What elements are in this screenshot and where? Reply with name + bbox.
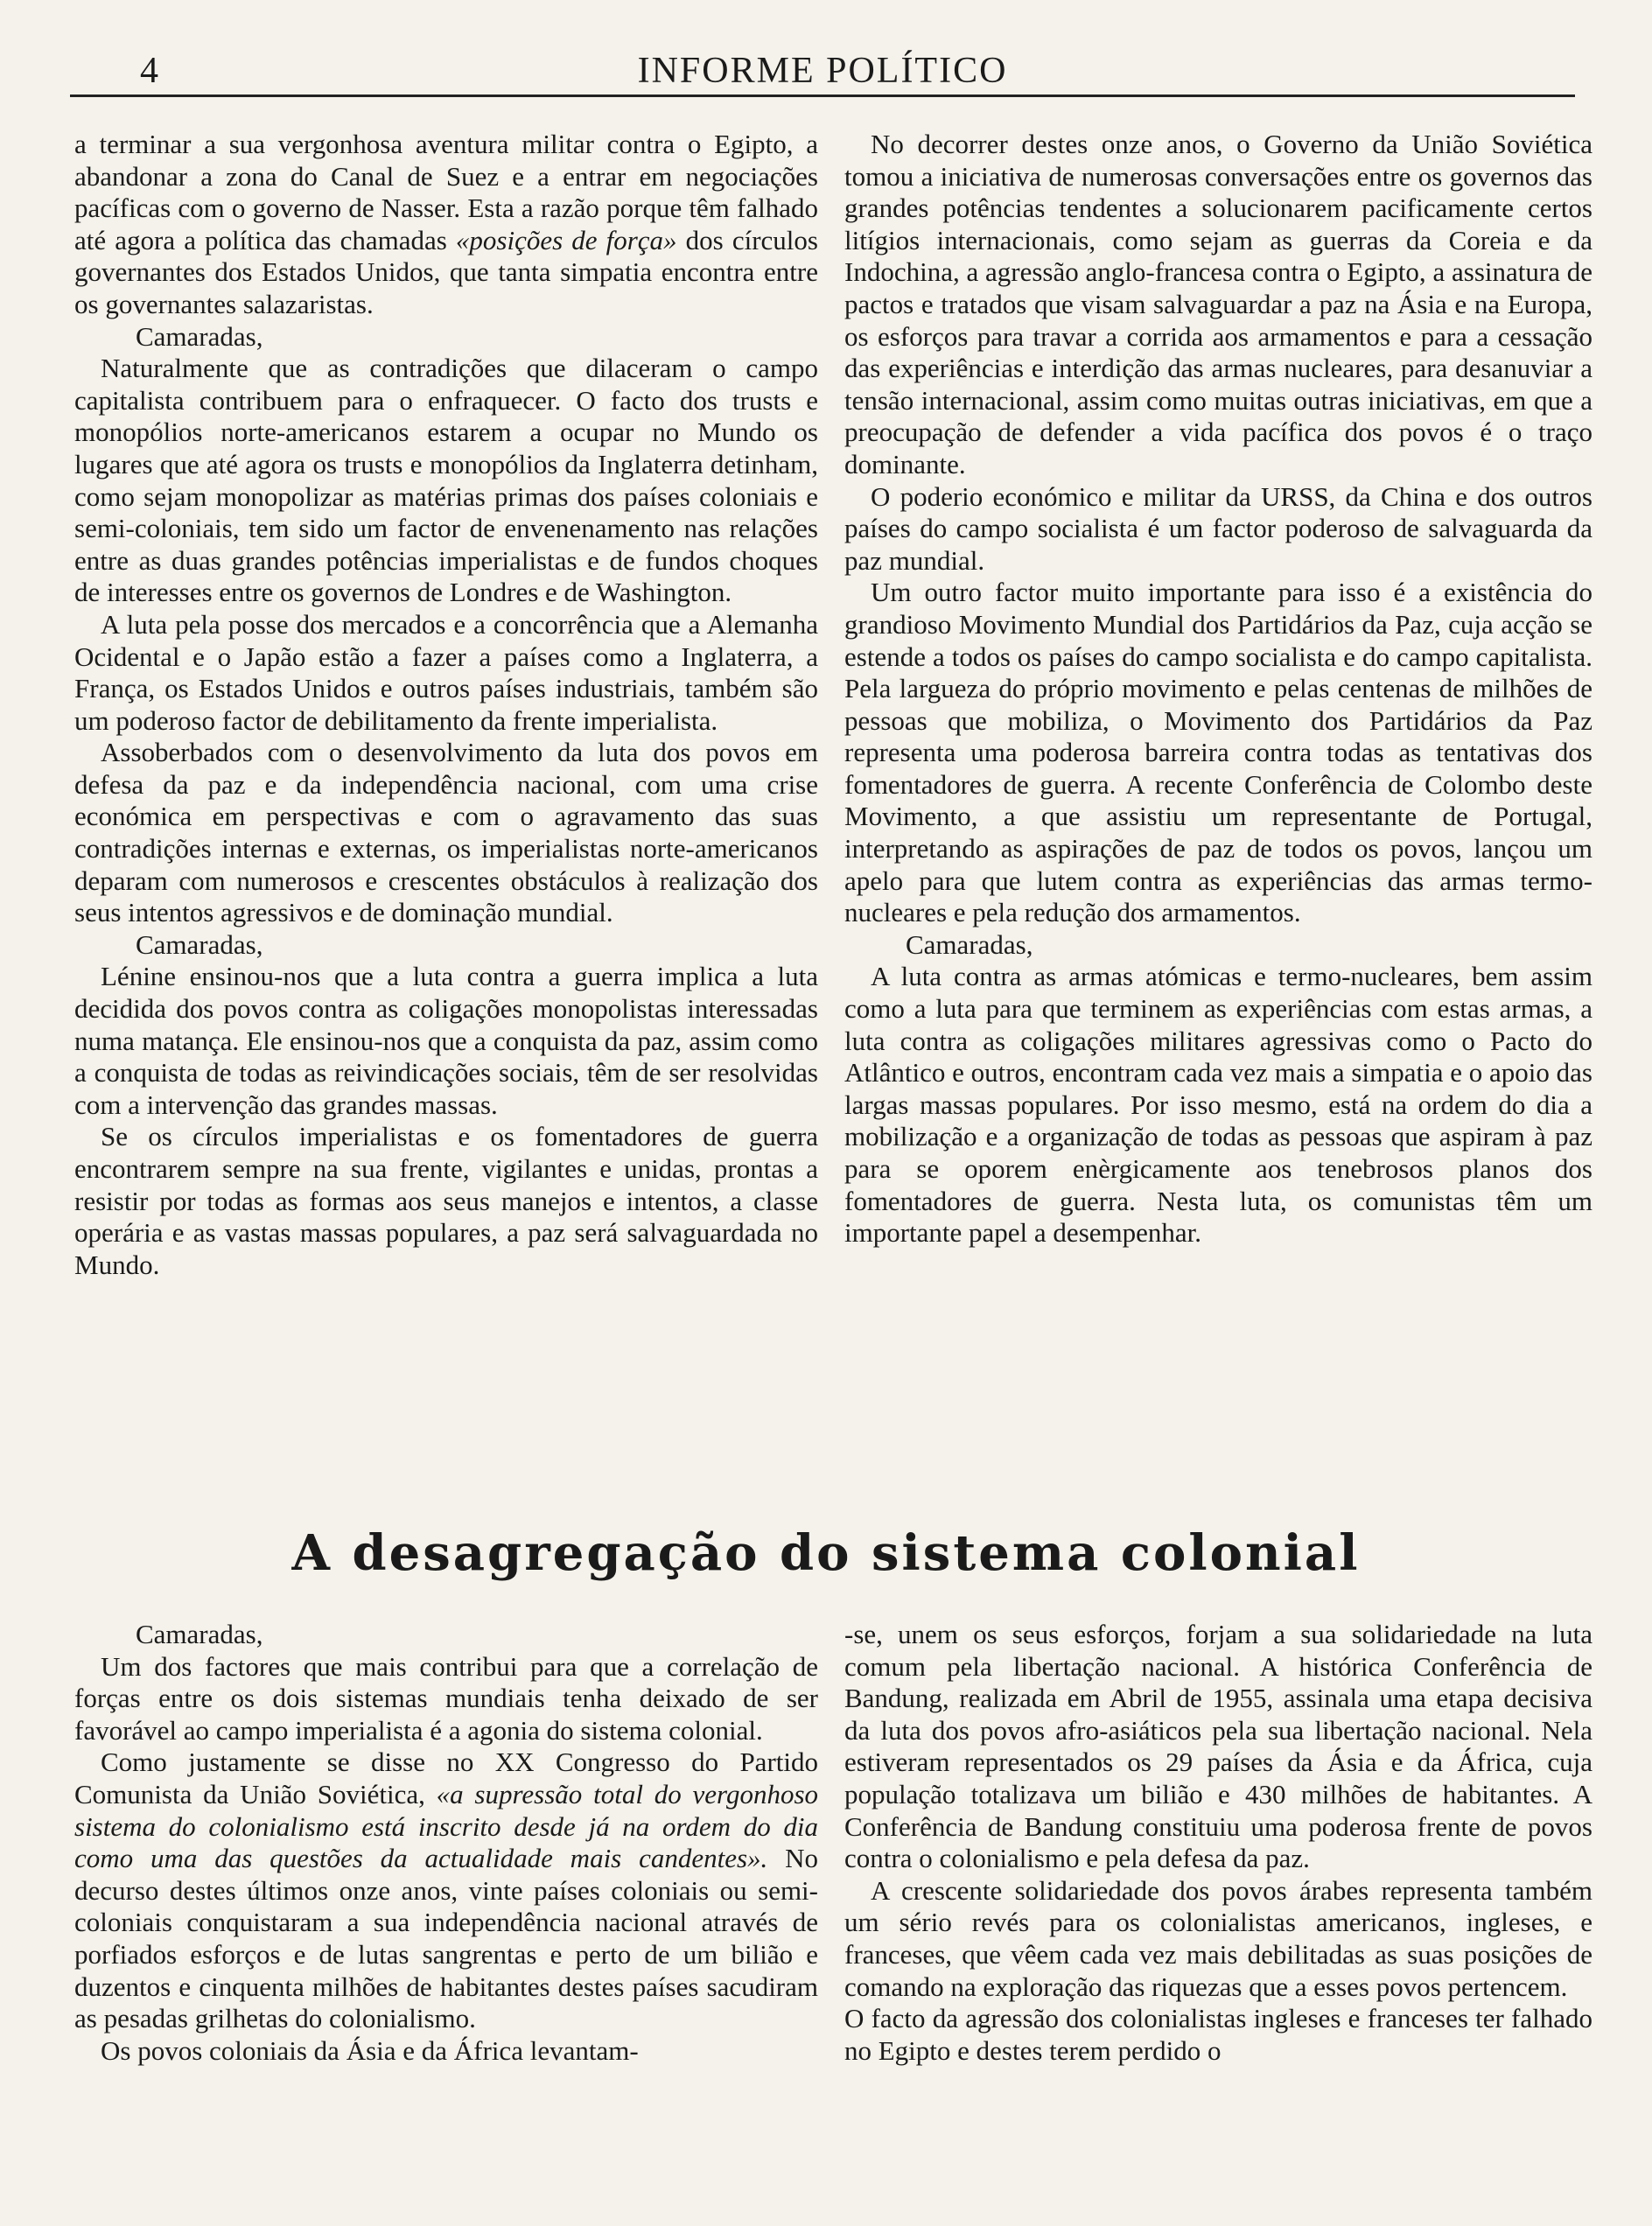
salutation: Camaradas,: [136, 928, 263, 960]
column-top-left: [74, 129, 818, 1281]
page-header: [70, 44, 1575, 98]
paragraph: Um outro factor muito importante para isso é a existência do grandioso Movimento Mundial dos Partidários da Paz, cuja acção se estende a todos os países do campo socialista e do campo capitalista. Pela largueza do próprio movimento e pelas centenas de milhões de pessoas que mobiliza, o Movimento dos Partidários da Paz representa uma poderosa barreira contra todas as tentativas dos fomentadores de guerra. A recente Conferência de Colombo deste Movimento, a que assistiu um representante de Portugal, interpretando as aspirações de paz de todos os povos, lançou um apelo para que lutem contra as experiências das armas termo-nucleares e pela redução dos armamentos.: [844, 577, 1592, 928]
paragraph: [74, 129, 818, 321]
section-title: A desagregação do sistema colonial: [291, 1524, 1361, 1582]
paragraph: Naturalmente que as contradições que dilaceram o campo capitalista contribuem para o enfraquecer. O facto dos trusts e monopólios norte-americanos estarem a ocupar no Mundo os lugares que até agora os trusts e monopólios da Inglaterra detinham, como sejam monopolizar as matérias primas dos países coloniais e semi-coloniais, tem sido um factor de envenenamento nas relações entre as duas grandes potências imperialistas e de fundos choques de interesses entre os governos de Londres e de Washington.: [74, 353, 818, 608]
running-head: INFORME POLÍTICO: [637, 51, 1008, 91]
paragraph: -se, unem os seus esforços, forjam a sua solidariedade na luta comum pela libertação nacional. A histórica Conferência de Bandung, realizada em Abril de 1955, assinala uma etapa decisiva da luta dos povos afro-asiáticos pela sua libertação nacional. Nela estiveram representados os 29 países da Ásia e da África, cuja população totalizava um bilião e 430 milhões de habitantes. A Conferência de Bandung constituiu uma poderosa frente de povos contra o colonialismo e pela defesa da paz.: [844, 1619, 1592, 1874]
salutation: Camaradas,: [906, 928, 1033, 960]
salutation: Camaradas,: [136, 1619, 263, 1649]
column-top-right: [844, 129, 1592, 1250]
text-run: a terminar a sua vergonhosa aventura militar contra o Egipto, a abandonar a zona do Canal de Suez e a entrar em negociações pacíficas com o governo de Nasser. Esta a razão porque têm falhado até agora a política das chamadas: [74, 129, 818, 256]
column-bottom-left: [74, 1619, 818, 2067]
paragraph: [74, 1746, 818, 2034]
header-rule: [70, 94, 1575, 97]
salutation: Camaradas,: [136, 320, 263, 352]
text-run: dos círculos governantes dos Estados Unidos, que tanta simpatia encontra entre os governantes salazaristas.: [74, 224, 818, 319]
quote-italic: «a supressão total do vergonhoso sistema do colonialismo está inscrito desde já na ordem do dia como uma das questões da actualidade mais candentes».: [74, 1778, 819, 1874]
text-run: No decurso destes últimos onze anos, vinte países coloniais ou semi-coloniais conquistaram a sua independência nacional através de porfiados esforços e de lutas sangrentas e perto de um bilião e duzentos e cinquenta milhões de habitantes destes países sacudiram as pesadas grilhetas do colonialismo.: [74, 1843, 818, 2034]
column-bottom-right: [844, 1619, 1592, 2067]
paragraph: Lénine ensinou-nos que a luta contra a guerra implica a luta decidida dos povos contra as coligações monopolistas interessadas numa matança. Ele ensinou-nos que a conquista da paz, assim como a conquista de todas as reivindicações sociais, têm de ser resolvidas com a intervenção das grandes massas.: [74, 961, 818, 1120]
quote-italic: «posições de força»: [455, 224, 677, 256]
paragraph: A luta pela posse dos mercados e a concorrência que a Alemanha Ocidental e o Japão estão a fazer a países como a Inglaterra, a França, os Estados Unidos e outros países industriais, também são um poderoso factor de debilitamento da frente imperialista.: [74, 608, 818, 736]
paragraph: A crescente solidariedade dos povos árabes representa também um sério revés para os colonialistas americanos, ingleses, e franceses, que vêem cada vez mais debilitadas as suas posições de comando na exploração das riquezas que a esses povos pertencem.: [844, 1874, 1592, 2002]
paragraph: O poderio económico e militar da URSS, da China e dos outros países do campo socialista é um factor poderoso de salvaguarda da paz mundial.: [844, 480, 1592, 576]
paragraph: No decorrer destes onze anos, o Governo da União Soviética tomou a iniciativa de numerosas conversações entre os governos das grandes potências tendentes a solucionarem pacificamente certos litígios internacionais, como sejam as guerras da Coreia e da Indochina, a agressão anglo-francesa contra o Egipto, a assinatura de pactos e tratados que visam salvaguardar a paz na Ásia e na Europa, os esforços para travar a corrida aos armamentos e para a cessação das experiências e interdição das armas nucleares, para desanuviar a tensão internacional, assim como muitas outras iniciativas, em que a preocupação de defender a vida pacífica dos povos é o traço dominante.: [844, 129, 1592, 480]
paragraph: Assoberbados com o desenvolvimento da luta dos povos em defesa da paz e da independência nacional, com uma crise económica em perspectivas e com o agravamento das suas contradições internas e externas, os imperialistas norte-americanos deparam com numerosos e crescentes obstáculos à realização dos seus intentos agressivos e de dominação mundial.: [74, 737, 818, 928]
text-run: Como justamente se disse no XX Congresso do Partido Comunista da União Soviética,: [74, 1746, 818, 1810]
paragraph: Os povos coloniais da Ásia e da África levantam-: [101, 2034, 639, 2066]
paragraph: A luta contra as armas atómicas e termo-nucleares, bem assim como a luta para que terminem as experiências com estas armas, a luta contra as coligações militares agressivas como o Pacto do Atlântico e outros, encontram cada vez mais a simpatia e o apoio das largas massas populares. Por isso mesmo, está na ordem do dia a mobilização e a organização de todas as pessoas que aspiram à paz para se oporem enèrgicamente aos tenebrosos planos dos fomentadores de guerra. Nesta luta, os comunistas têm um importante papel a desempenhar.: [844, 961, 1592, 1249]
page-number: 4: [140, 51, 158, 91]
paragraph: O facto da agressão dos colonialistas ingleses e franceses ter falhado no Egipto e destes terem perdido o: [844, 2003, 1592, 2066]
paragraph: Se os círculos imperialistas e os fomentadores de guerra encontrarem sempre na sua frente, vigilantes e unidas, prontas a resistir por todas as formas aos seus manejos e intentos, a classe operária e as vastas massas populares, a paz será salvaguardada no Mundo.: [74, 1121, 818, 1280]
paragraph: Um dos factores que mais contribui para que a correlação de forças entre os dois sistemas mundiais tenha deixado de ser favorável ao campo imperialista é a agonia do sistema colonial.: [74, 1650, 818, 1746]
